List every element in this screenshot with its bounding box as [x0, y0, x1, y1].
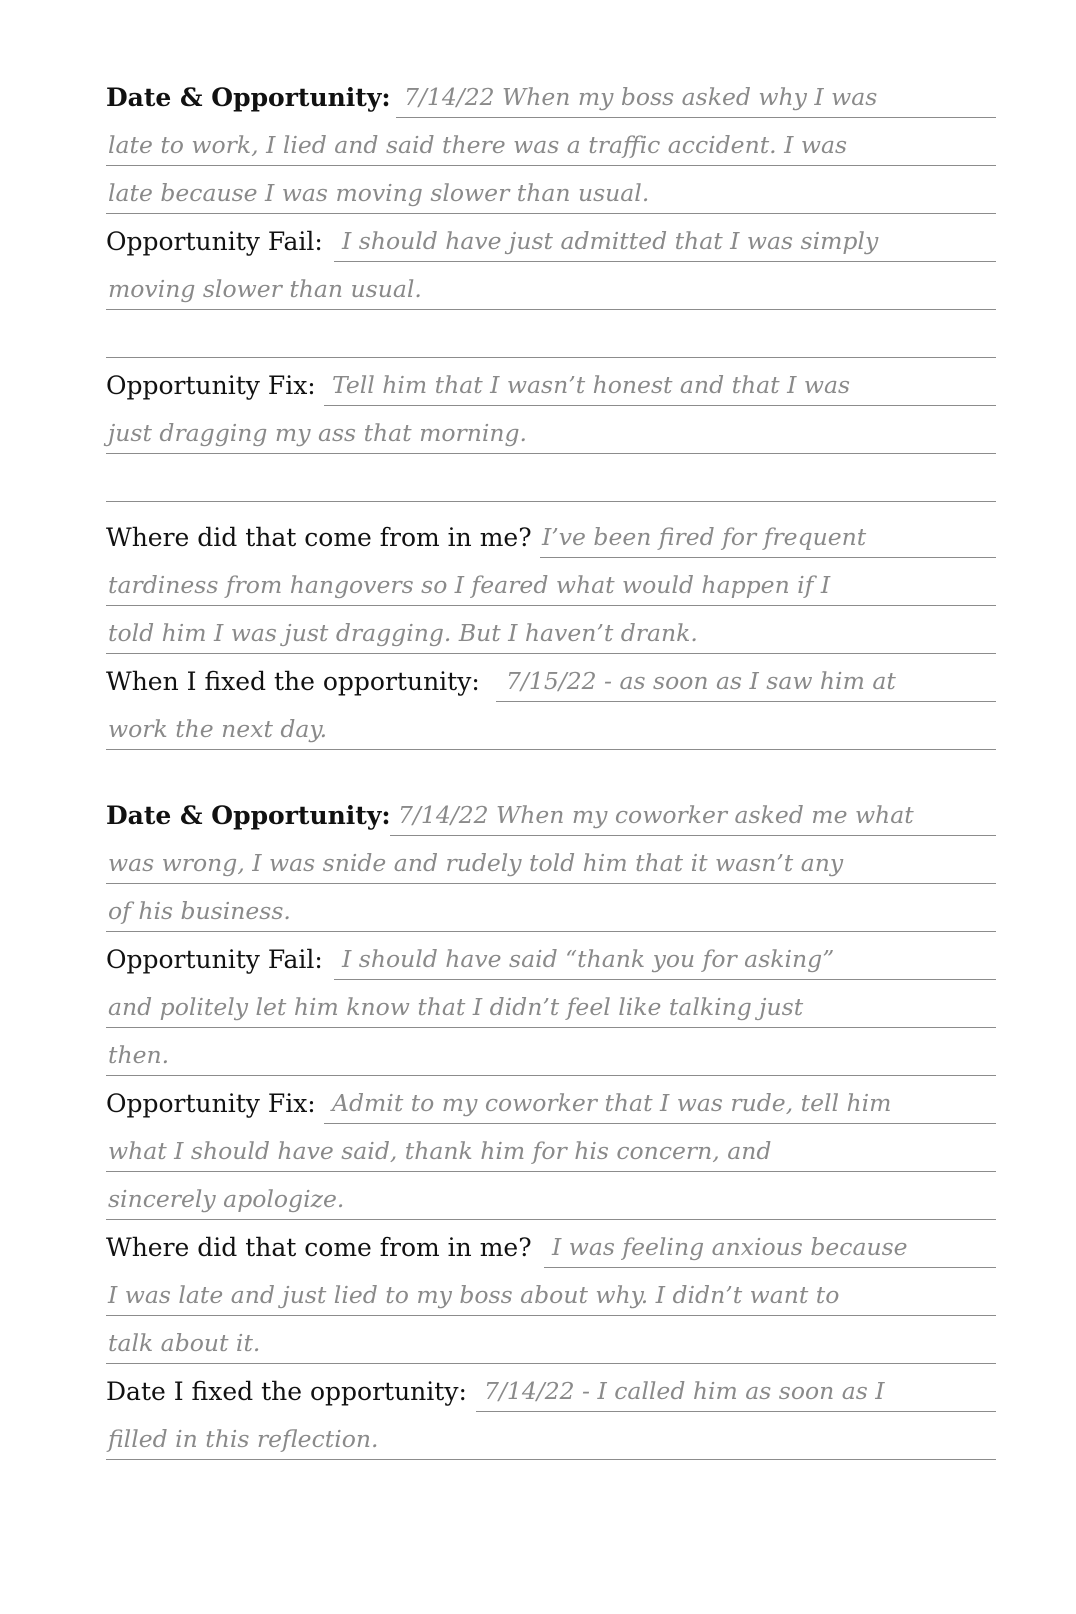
opportunity-fail-line-1	[106, 932, 996, 980]
date-opportunity-answer: of his business.	[108, 897, 291, 925]
opportunity-fail-line-3	[106, 1028, 996, 1076]
where-from-line-3	[106, 1316, 996, 1364]
where-from-label: Where did that come from in me?	[106, 1233, 532, 1262]
where-from-answer: I’ve been fired for frequent	[542, 523, 867, 551]
opportunity-fix-line-2	[106, 406, 996, 454]
date-opportunity-line-1	[106, 788, 996, 836]
opportunity-fail-line-3	[106, 310, 996, 358]
fixed-opportunity-line-2	[106, 1412, 996, 1460]
date-opportunity-answer: 7/14/22 When my coworker asked me what	[398, 801, 914, 829]
date-opportunity-label: Date & Opportunity:	[106, 801, 391, 830]
date-opportunity-line-2	[106, 118, 996, 166]
fixed-opportunity-answer: work the next day.	[108, 715, 328, 743]
where-from-answer: tardiness from hangovers so I feared what would happen if I	[108, 571, 831, 599]
opportunity-fail-answer: then.	[108, 1041, 170, 1069]
fixed-opportunity-answer: 7/14/22 - I called him as soon as I	[484, 1377, 885, 1405]
where-from-line-1	[106, 510, 996, 558]
where-from-answer: talk about it.	[108, 1329, 261, 1357]
opportunity-fix-line-1	[106, 358, 996, 406]
opportunity-fail-label: Opportunity Fail:	[106, 945, 323, 974]
date-opportunity-answer: late to work, I lied and said there was a traffic accident. I was	[108, 131, 848, 159]
date-opportunity-answer: late because I was moving slower than usual.	[108, 179, 650, 207]
fixed-opportunity-line-1	[106, 654, 996, 702]
opportunity-fix-answer: Tell him that I wasn’t honest and that I was	[332, 371, 851, 399]
date-opportunity-answer: 7/14/22 When my boss asked why I was	[404, 83, 878, 111]
fixed-opportunity-label: When I fixed the opportunity:	[106, 667, 480, 696]
opportunity-fix-answer: just dragging my ass that morning.	[108, 419, 528, 447]
date-opportunity-line-1	[106, 70, 996, 118]
where-from-answer: told him I was just dragging. But I haven’t drank.	[108, 619, 698, 647]
fixed-opportunity-answer: filled in this reflection.	[108, 1425, 379, 1453]
opportunity-fix-answer: sincerely apologize.	[108, 1185, 345, 1213]
date-opportunity-line-3	[106, 166, 996, 214]
opportunity-fail-answer: I should have just admitted that I was simply	[342, 227, 879, 255]
where-from-line-2	[106, 1268, 996, 1316]
fill-in-rule	[106, 501, 996, 503]
opportunity-fix-answer: what I should have said, thank him for his concern, and	[108, 1137, 772, 1165]
opportunity-fix-answer: Admit to my coworker that I was rude, tell him	[332, 1089, 892, 1117]
opportunity-fix-label: Opportunity Fix:	[106, 371, 316, 400]
opportunity-fail-answer: I should have said “thank you for asking”	[342, 945, 835, 973]
where-from-line-2	[106, 558, 996, 606]
date-opportunity-answer: was wrong, I was snide and rudely told him that it wasn’t any	[108, 849, 844, 877]
opportunity-fix-line-1	[106, 1076, 996, 1124]
where-from-answer: I was late and just lied to my boss about why. I didn’t want to	[108, 1281, 840, 1309]
opportunity-fail-line-1	[106, 214, 996, 262]
opportunity-fail-answer: and politely let him know that I didn’t feel like talking just	[108, 993, 804, 1021]
where-from-line-1	[106, 1220, 996, 1268]
fixed-opportunity-line-1	[106, 1364, 996, 1412]
date-opportunity-line-2	[106, 836, 996, 884]
fixed-opportunity-line-2	[106, 702, 996, 750]
opportunity-fix-line-3	[106, 1172, 996, 1220]
opportunity-fix-label: Opportunity Fix:	[106, 1089, 316, 1118]
fill-in-rule	[106, 1459, 996, 1461]
fill-in-rule	[106, 749, 996, 751]
fixed-opportunity-label: Date I fixed the opportunity:	[106, 1377, 467, 1406]
date-opportunity-line-3	[106, 884, 996, 932]
opportunity-fail-line-2	[106, 980, 996, 1028]
where-from-line-3	[106, 606, 996, 654]
where-from-answer: I was feeling anxious because	[552, 1233, 908, 1261]
opportunity-fix-line-3	[106, 454, 996, 502]
fixed-opportunity-answer: 7/15/22 - as soon as I saw him at	[506, 667, 896, 695]
date-opportunity-label: Date & Opportunity:	[106, 83, 391, 112]
where-from-label: Where did that come from in me?	[106, 523, 532, 552]
opportunity-fix-line-2	[106, 1124, 996, 1172]
opportunity-fail-answer: moving slower than usual.	[108, 275, 422, 303]
opportunity-fail-label: Opportunity Fail:	[106, 227, 323, 256]
opportunity-fail-line-2	[106, 262, 996, 310]
